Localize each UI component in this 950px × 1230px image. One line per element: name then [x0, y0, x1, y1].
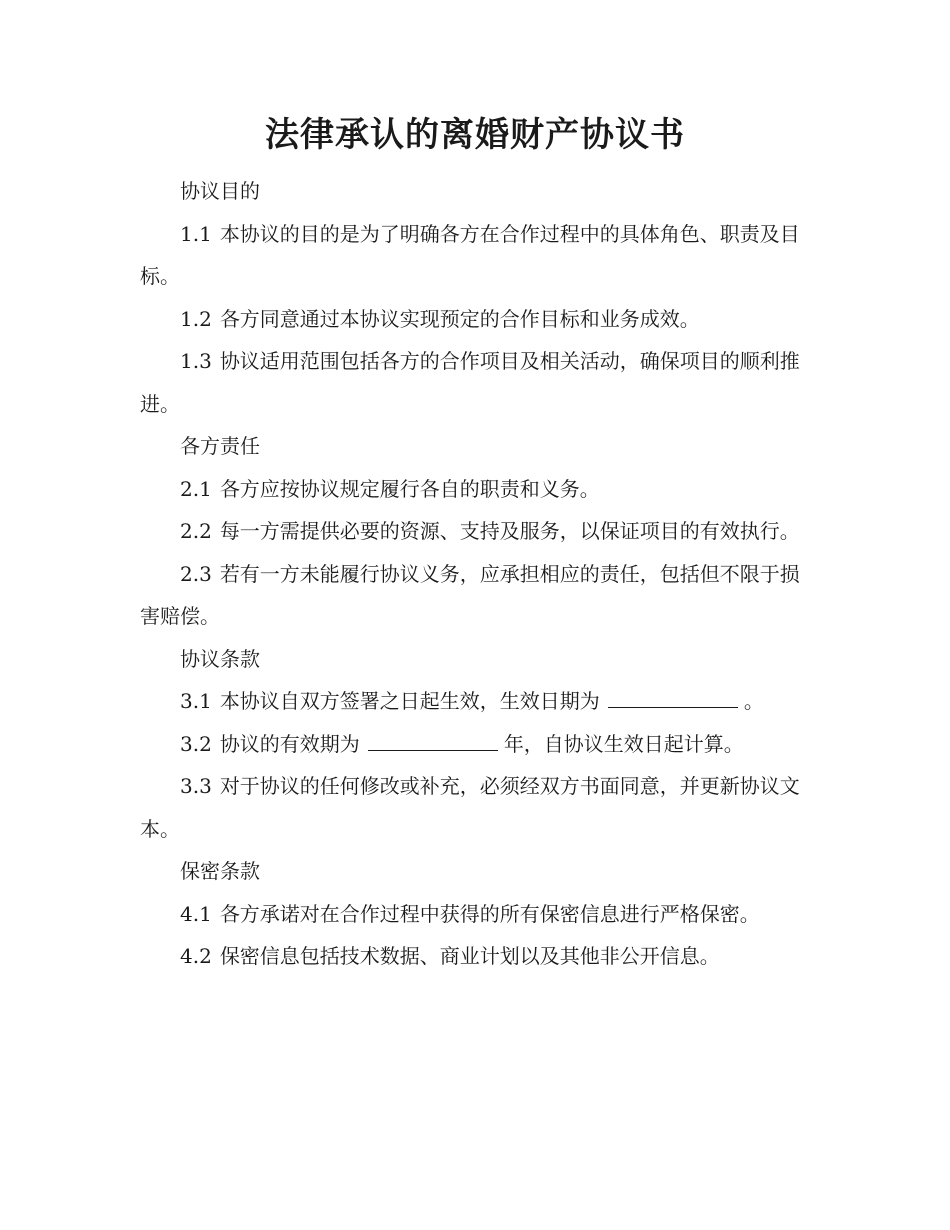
document-body	[140, 170, 802, 978]
clause	[140, 340, 802, 425]
clause-text: 对于协议的任何修改或补充，必须经双方书面同意，并更新协议文本。	[140, 774, 800, 841]
clause-text: 各方承诺对在合作过程中获得的所有保密信息进行严格保密。	[219, 901, 760, 926]
clause-number: 3.1	[180, 689, 212, 713]
clause-text: 若有一方未能履行协议义务，应承担相应的责任，包括但不限于损害赔偿。	[140, 561, 800, 628]
clause	[140, 893, 802, 936]
section-heading: 保密条款	[180, 859, 260, 883]
clause	[140, 765, 802, 850]
clause-text: 各方应按协议规定履行各自的职责和义务。	[219, 476, 600, 501]
clause-number: 1.3	[180, 349, 212, 373]
clause	[140, 553, 802, 638]
clause-number: 2.3	[180, 561, 212, 586]
clause-text: 协议适用范围包括各方的合作项目及相关活动，确保项目的顺利推进。	[140, 349, 800, 416]
clause-text: 各方同意通过本协议实现预定的合作目标和业务成效。	[219, 306, 700, 331]
clause-number: 2.1	[180, 476, 212, 501]
clause	[140, 510, 802, 553]
clause	[140, 468, 802, 511]
clause-number: 3.2	[180, 731, 212, 756]
clause	[140, 935, 802, 978]
clause-number: 1.1	[180, 221, 212, 246]
clause-text: 本协议的目的是为了明确各方在合作过程中的具体角色、职责及目标。	[140, 221, 800, 288]
clause	[140, 680, 802, 723]
clause-number: 4.1	[180, 901, 212, 926]
clause-text: 本协议自双方签署之日起生效，生效日期为	[219, 689, 600, 713]
clause-number: 4.2	[180, 944, 212, 968]
clause-number: 1.2	[180, 306, 212, 331]
clause-text: 每一方需提供必要的资源、支持及服务，以保证项目的有效执行。	[219, 519, 800, 543]
clause-number: 3.3	[180, 774, 212, 798]
section-heading: 各方责任	[180, 434, 260, 458]
clause	[140, 723, 802, 766]
section-heading: 协议条款	[180, 646, 260, 671]
effective-date-blank	[608, 687, 738, 708]
validity-years-blank	[368, 730, 498, 751]
clause	[140, 298, 802, 341]
clause-text: 协议的有效期为	[219, 731, 360, 756]
clause-text: 保密信息包括技术数据、商业计划以及其他非公开信息。	[219, 944, 720, 968]
clause-number: 2.2	[180, 519, 212, 543]
section-heading: 协议目的	[180, 179, 260, 203]
clause	[140, 213, 802, 298]
clause-text: 。	[743, 689, 764, 713]
clause-text: 年，自协议生效日起计算。	[503, 731, 744, 756]
document-title: 法律承认的离婚财产协议书	[265, 115, 685, 155]
